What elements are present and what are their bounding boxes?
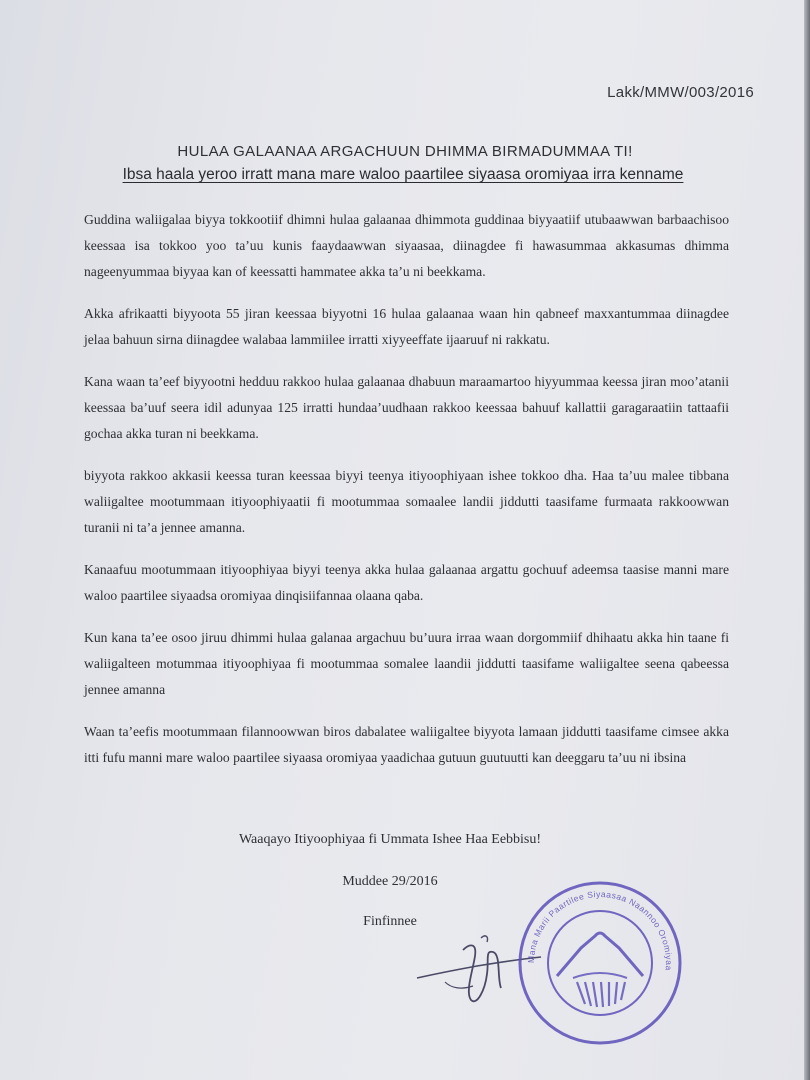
paragraph-1: Guddina waliigalaa biyya tokkootiif dhimni hulaa galaanaa dhimmota guddinaa biyyaatiif utubaawwan barbaachisoo keessaa isa tokkoo yoo ta’uu kunis faaydaawwan siyaasaa, diinagdee fi hawasummaa akkasumas dhimma nageenyummaa biyyaa kan of keessatti hammatee akka ta’u ni beekkama. bbox=[84, 212, 729, 279]
paragraph-4: biyyota rakkoo akkasii keessa turan keessaa biyyi teenya itiyoophiyaan ishee tokkoo dha. Haa ta’uu malee tibbana waliigaltee mootummaan itiyoophiyaatii fi mootummaa somaalee landii jiddutti taasifame furmaata rakkoowwan turanii ni ta’a jennee amanna. bbox=[84, 468, 729, 535]
document-subtitle: Ibsa haala yeroo irratt mana mare waloo paartilee siyaasa oromiyaa irra kenname bbox=[122, 166, 684, 183]
paragraph-2: Akka afrikaatti biyyoota 55 jiran keessaa biyyotni 16 hulaa galaanaa waan hin qabneef maxxantummaa diinagdee jelaa bahuun sirna diinagdee walabaa lammiilee irratti xiyyeeffate ijaaruuf ni rakkatu. bbox=[84, 306, 729, 347]
sunrise-rays-icon bbox=[577, 982, 625, 1007]
document-date: Muddee 29/2016 bbox=[342, 874, 438, 889]
official-stamp bbox=[515, 878, 685, 1048]
paragraph-5: Kanaafuu mootummaan itiyoophiyaa biyyi teenya akka hulaa galaanaa argattu gochuuf adeemsa taasise manni mare waloo paartilee siyaadsa oromiyaa dinqisiifannaa olaana qaba. bbox=[84, 562, 729, 603]
paragraph-3: Kana waan ta’eef biyyootni hedduu rakkoo hulaa galaanaa dhabuun maraamartoo hiyyummaa keessa jiran moo’atanii keessaa ba’uuf seera idil adunyaa 125 irratti hundaa’uudhaan rakkoo keessaa bahuuf kallattii garagaraatiin tattaafii gochaa akka turan ni beekkama. bbox=[84, 374, 729, 441]
paragraph-7: Waan ta’eefis mootummaan filannoowwan biros dabalatee waliigaltee biyyota lamaan jiddutti taasifame cimsee akka itti fufu manni mare waloo paartilee siyaasa oromiyaa yaadichaa gutuun guutuutti kan deeggaru ta’uu ni ibsina bbox=[84, 724, 729, 765]
document-place: Finfinnee bbox=[363, 914, 417, 929]
stamp-ring-text: Mana Marii Paartilee Siyaasaa Naannoo Oromiyaa bbox=[525, 888, 675, 972]
document-body bbox=[84, 207, 729, 787]
page-edge-shadow bbox=[804, 0, 810, 1080]
reference-number: Lakk/MMW/003/2016 bbox=[607, 84, 754, 101]
closing-blessing: Waaqayo Itiyoophiyaa fi Ummata Ishee Haa Eebbisu! bbox=[238, 832, 542, 847]
document-title: HULAA GALAANAA ARGACHUUN DHIMMA BIRMADUMMAA TI! bbox=[177, 143, 633, 160]
mountain-emblem-icon bbox=[557, 933, 643, 976]
paragraph-6: Kun kana ta’ee osoo jiruu dhimmi hulaa galanaa argachuu bu’uura irraa waan dorgommiif dhihaatu akka hin taane fi waliigalteen motummaa itiyoophiyaa fi mootummaa somalee laandii jiddutti taasifame waliigaltee seena qabeessa jennee amanna bbox=[84, 630, 729, 697]
